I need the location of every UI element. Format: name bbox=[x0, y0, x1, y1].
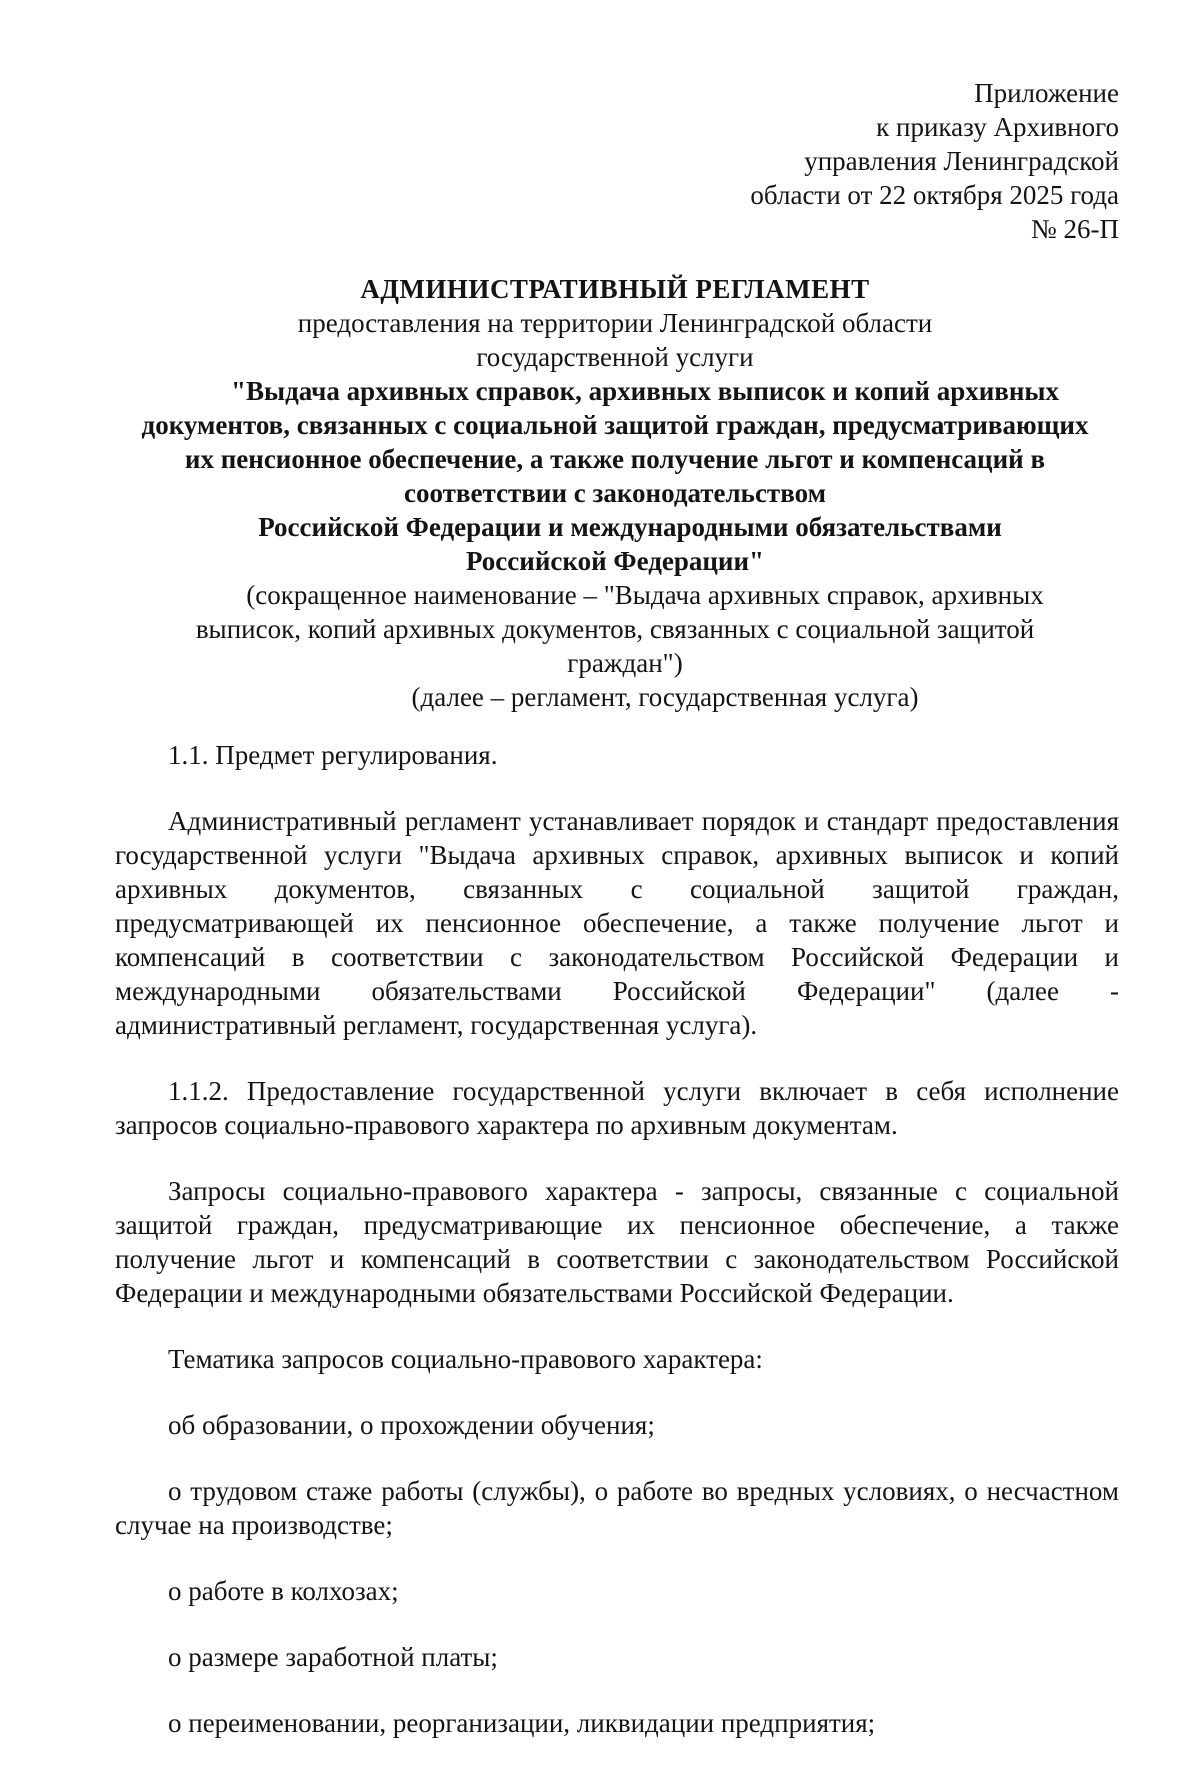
service-name-line: "Выдача архивных справок, архивных выписок и копий архивных bbox=[230, 376, 1059, 406]
list-item: о трудовом стаже работы (службы), о работе во вредных условиях, о несчастном случае на производстве; bbox=[115, 1476, 1119, 1540]
list-item: о переименовании, реорганизации, ликвидации предприятия; bbox=[168, 1708, 876, 1738]
short-name-line: выписок, копий архивных документов, связанных с социальной защитой bbox=[195, 614, 1035, 644]
service-name-line: соответствии с законодательством bbox=[404, 478, 826, 508]
appendix-header bbox=[750, 76, 1119, 246]
service-name-line: Российской Федерации" bbox=[465, 546, 765, 576]
short-name-line: граждан") bbox=[567, 648, 683, 678]
appendix-line: области от 22 октября 2025 года bbox=[750, 180, 1119, 210]
section-heading: 1.1. Предмет регулирования. bbox=[168, 740, 498, 770]
body-paragraph: Запросы социально-правового характера - запросы, связанные с социальной защитой граждан, предусматривающие их пенсионное обеспечение, а также получение льгот и компенсаций в соответствии с законодательством Российской Федерации и международными обязательствами Российской Федерации. bbox=[115, 1176, 1119, 1308]
list-item: о размере заработной платы; bbox=[168, 1642, 498, 1672]
list-item: об образовании, о прохождении обучения; bbox=[168, 1410, 655, 1440]
service-name-line: документов, связанных с социальной защитой граждан, предусматривающих bbox=[141, 410, 1089, 440]
body-paragraph: 1.1.2. Предоставление государственной услуги включает в себя исполнение запросов социально-правового характера по архивным документам. bbox=[115, 1076, 1119, 1140]
title-subtitle: предоставления на территории Ленинградской области bbox=[297, 308, 933, 338]
further-reference: (далее – регламент, государственная услуга) bbox=[411, 682, 919, 712]
appendix-line: управления Ленинградской bbox=[804, 146, 1119, 176]
service-name-line: Российской Федерации и международными обязательствами bbox=[258, 512, 1002, 542]
title-block bbox=[110, 272, 1120, 714]
service-name-line: их пенсионное обеспечение, а также получение льгот и компенсаций в bbox=[184, 444, 1046, 474]
appendix-line: к приказу Архивного bbox=[876, 112, 1119, 142]
document-title: АДМИНИСТРАТИВНЫЙ РЕГЛАМЕНТ bbox=[360, 274, 870, 304]
body-paragraph: Административный регламент устанавливает порядок и стандарт предоставления государственной услуги "Выдача архивных справок, архивных выписок и копий архивных документов, связанных с социальной защитой граждан, предусматривающей их пенсионное обеспечение, а также получение льгот и компенсаций в соответствии с законодательством Российской Федерации и международными обязательствами Российской Федерации" (далее - административный регламент, государственная услуга). bbox=[115, 806, 1119, 1040]
list-intro: Тематика запросов социально-правового характера: bbox=[168, 1344, 763, 1374]
document-body bbox=[115, 738, 1119, 1772]
title-subtitle: государственной услуги bbox=[476, 342, 754, 372]
list-item: о работе в колхозах; bbox=[168, 1576, 399, 1606]
appendix-line: № 26-П bbox=[1030, 214, 1119, 244]
appendix-line: Приложение bbox=[974, 78, 1119, 108]
short-name-line: (сокращенное наименование – "Выдача архивных справок, архивных bbox=[246, 580, 1044, 610]
